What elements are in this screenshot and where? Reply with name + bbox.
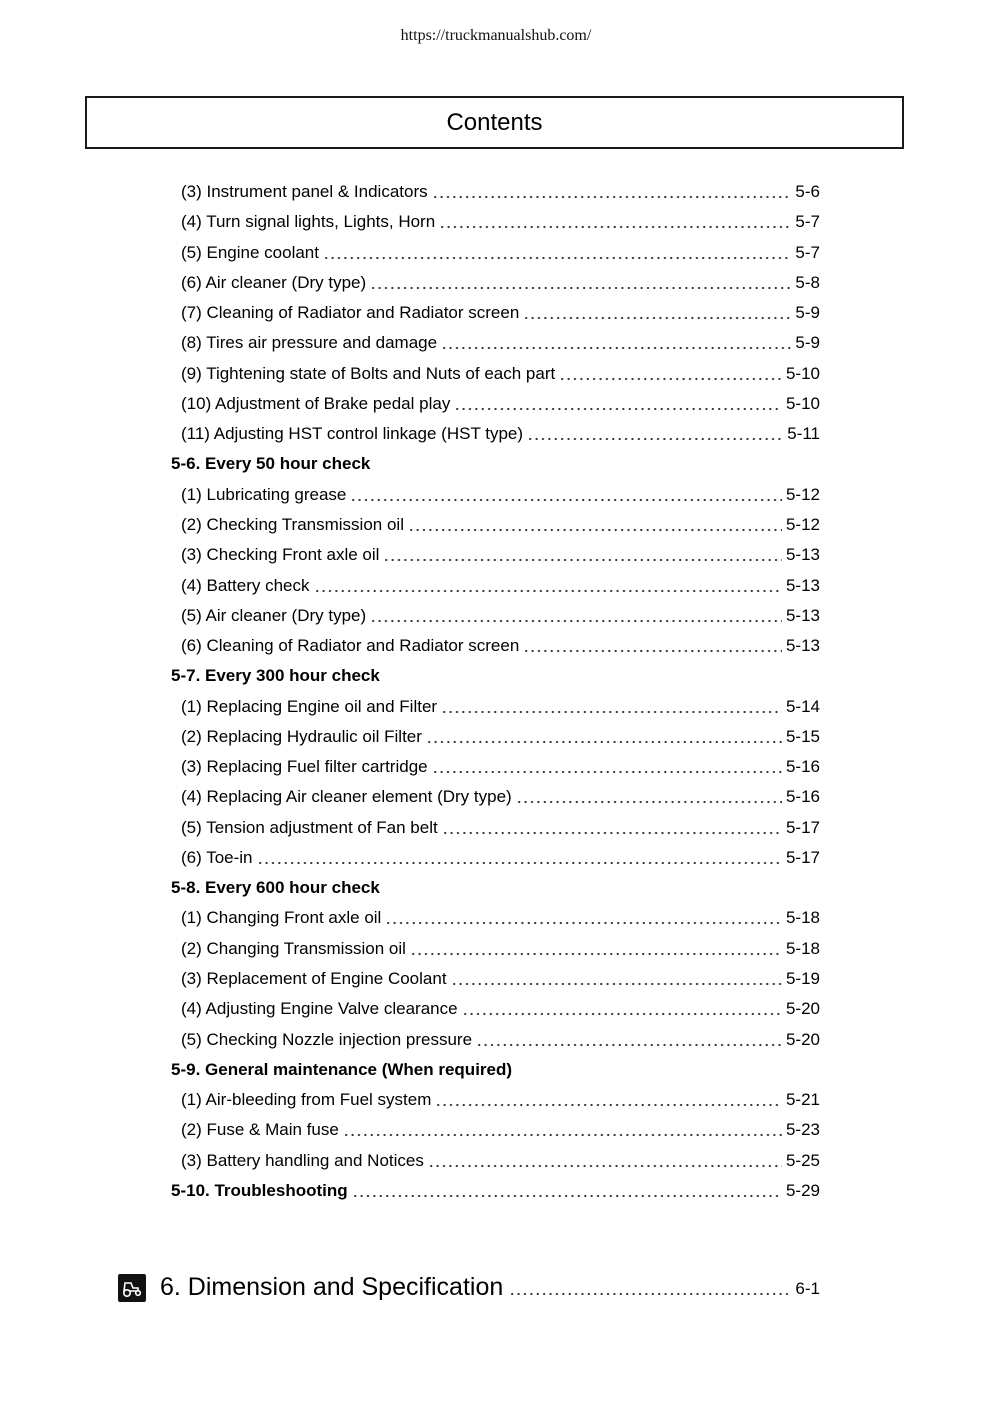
toc-section-heading[interactable]: [171, 1179, 820, 1203]
toc-entry[interactable]: [181, 816, 820, 840]
dot-leader: [350, 483, 782, 507]
toc-entry-label: (10) Adjustment of Brake pedal play: [181, 393, 451, 413]
dot-leader: [352, 1179, 782, 1203]
toc-entry[interactable]: [181, 846, 820, 870]
toc-entry-label: (2) Checking Transmission oil: [181, 514, 404, 534]
toc-entry[interactable]: [181, 937, 820, 961]
toc-entry[interactable]: [181, 180, 820, 204]
toc-entry-label: 5-6. Every 50 hour check: [171, 454, 371, 474]
toc-page-number: 5-16: [785, 757, 820, 777]
toc-entry-label: (9) Tightening state of Bolts and Nuts of each part: [181, 363, 556, 383]
dot-leader: [523, 301, 791, 325]
dot-leader: [426, 725, 782, 749]
page-title: Contents: [446, 108, 543, 136]
dot-leader: [509, 1270, 791, 1304]
toc-entry[interactable]: [181, 362, 820, 386]
dot-leader: [441, 331, 791, 355]
toc-entry-label: (11) Adjusting HST control linkage (HST type): [181, 424, 524, 444]
toc-entry-label: (4) Replacing Air cleaner element (Dry type): [181, 787, 512, 807]
toc-entry[interactable]: [181, 210, 820, 234]
toc-page-number: 5-11: [787, 424, 820, 444]
dot-leader: [442, 816, 782, 840]
toc-entry-label: (4) Turn signal lights, Lights, Horn: [181, 212, 436, 232]
toc-page-number: 5-17: [785, 817, 820, 837]
toc-entry[interactable]: [181, 997, 820, 1021]
toc-page-number: 5-19: [785, 969, 820, 989]
dot-leader: [435, 1088, 782, 1112]
toc-entry-label: (4) Battery check: [181, 575, 310, 595]
toc-page-number: 5-12: [785, 484, 820, 504]
toc-entry-label: (1) Lubricating grease: [181, 484, 347, 504]
toc-page-number: 5-23: [785, 1120, 820, 1140]
dot-leader: [323, 241, 791, 265]
toc-page-number: 5-21: [785, 1090, 820, 1110]
toc-entry[interactable]: [181, 725, 820, 749]
toc-entry[interactable]: [181, 604, 820, 628]
toc-page-number: 5-14: [785, 696, 820, 716]
toc-entry[interactable]: [181, 392, 820, 416]
toc-entry[interactable]: [181, 1149, 820, 1173]
toc-entry[interactable]: [181, 906, 820, 930]
contents-title-box: [85, 96, 904, 149]
toc-entry[interactable]: [181, 271, 820, 295]
toc-entry-label: (5) Tension adjustment of Fan belt: [181, 817, 438, 837]
toc-entry-label: 5-7. Every 300 hour check: [171, 666, 380, 686]
chapter-entry[interactable]: [118, 1268, 820, 1304]
toc-entry-label: (5) Engine coolant: [181, 242, 319, 262]
toc-entry-label: (3) Replacement of Engine Coolant: [181, 969, 447, 989]
dot-leader: [451, 967, 782, 991]
toc-entry[interactable]: [181, 967, 820, 991]
toc-entry[interactable]: [181, 695, 820, 719]
toc-entry[interactable]: [181, 634, 820, 658]
toc-entry-label: (3) Instrument panel & Indicators: [181, 182, 428, 201]
dot-leader: [370, 271, 791, 295]
toc-page-number: 5-7: [795, 242, 820, 262]
dot-leader: [527, 422, 783, 446]
tractor-icon: [118, 1274, 146, 1302]
dot-leader: [516, 785, 782, 809]
toc-entry[interactable]: [181, 483, 820, 507]
toc-entry[interactable]: [181, 1088, 820, 1112]
toc-entry-label: (4) Adjusting Engine Valve clearance: [181, 999, 458, 1019]
toc-page-number: 5-13: [785, 636, 820, 656]
toc-entry[interactable]: [181, 1028, 820, 1052]
dot-leader: [385, 906, 782, 930]
toc-entry[interactable]: [181, 241, 820, 265]
toc-page-number: 5-9: [795, 303, 820, 323]
dot-leader: [370, 604, 782, 628]
toc-entry-label: (2) Replacing Hydraulic oil Filter: [181, 726, 422, 746]
toc-entry[interactable]: [181, 422, 820, 446]
toc-page-number: 5-13: [785, 545, 820, 565]
toc-entry-label: 5-10. Troubleshooting: [171, 1180, 348, 1200]
toc-entry-label: 5-8. Every 600 hour check: [171, 878, 380, 898]
toc-page-number: 5-7: [795, 212, 820, 232]
toc-entry[interactable]: [181, 543, 820, 567]
dot-leader: [343, 1118, 782, 1142]
dot-leader: [428, 1149, 782, 1173]
toc-page-number: 5-29: [785, 1180, 820, 1200]
toc-page-number: 5-13: [785, 605, 820, 625]
toc-page-number: 5-20: [785, 1029, 820, 1049]
toc-page-number: 5-13: [785, 575, 820, 595]
dot-leader: [432, 180, 792, 204]
toc-section-heading[interactable]: [171, 452, 820, 476]
toc-entry-label: (5) Checking Nozzle injection pressure: [181, 1029, 473, 1049]
toc-entry[interactable]: [181, 785, 820, 809]
dot-leader: [432, 755, 782, 779]
source-url[interactable]: https://truckmanualshub.com/: [400, 27, 592, 44]
chapter-page-number: 6-1: [795, 1279, 820, 1298]
toc-entry-label: (5) Air cleaner (Dry type): [181, 605, 367, 625]
toc-page-number: 5-6: [795, 182, 820, 201]
dot-leader: [476, 1028, 782, 1052]
toc-entry-label: (6) Air cleaner (Dry type): [181, 272, 367, 292]
toc-entry[interactable]: [181, 513, 820, 537]
dot-leader: [454, 392, 782, 416]
toc-section-heading[interactable]: [171, 1058, 820, 1082]
toc-page-number: 5-16: [785, 787, 820, 807]
toc-entry[interactable]: [181, 301, 820, 325]
toc-page-number: 5-10: [785, 393, 820, 413]
toc-entry-label: (1) Changing Front axle oil: [181, 908, 382, 928]
toc-entry-label: (2) Changing Transmission oil: [181, 938, 406, 958]
toc-entry-label: (8) Tires air pressure and damage: [181, 333, 438, 353]
dot-leader: [559, 362, 782, 386]
toc-entry-label: 5-9. General maintenance (When required): [171, 1059, 513, 1079]
toc-entry-label: (6) Toe-in: [181, 847, 253, 867]
dot-leader: [439, 210, 791, 234]
dot-leader: [314, 574, 782, 598]
toc-page-number: 5-10: [785, 363, 820, 383]
toc-entry[interactable]: [181, 1118, 820, 1142]
toc-entry-label: (1) Replacing Engine oil and Filter: [181, 696, 438, 716]
chapter-label: 6. Dimension and Specification: [160, 1273, 504, 1301]
toc-entry[interactable]: [181, 574, 820, 598]
toc-entry-label: (6) Cleaning of Radiator and Radiator screen: [181, 636, 520, 656]
dot-leader: [441, 695, 782, 719]
toc-entry-label: (3) Checking Front axle oil: [181, 545, 380, 565]
toc-page-number: 5-20: [785, 999, 820, 1019]
toc-entry-label: (7) Cleaning of Radiator and Radiator screen: [181, 303, 520, 323]
toc-entry[interactable]: [181, 755, 820, 779]
toc-section-heading[interactable]: [171, 876, 820, 900]
dot-leader: [257, 846, 782, 870]
toc-page-number: 5-8: [795, 272, 820, 292]
toc-entry-label: (3) Replacing Fuel filter cartridge: [181, 757, 428, 777]
toc-page-number: 5-25: [785, 1150, 820, 1170]
toc-page-number: 5-9: [795, 333, 820, 353]
dot-leader: [462, 997, 782, 1021]
toc-page-number: 5-17: [785, 847, 820, 867]
toc-page-number: 5-18: [785, 908, 820, 928]
dot-leader: [410, 937, 782, 961]
toc-section-heading[interactable]: [171, 664, 820, 688]
toc-entry-label: (2) Fuse & Main fuse: [181, 1120, 339, 1140]
dot-leader: [383, 543, 782, 567]
toc-page-number: 5-15: [785, 726, 820, 746]
toc-entry[interactable]: [181, 331, 820, 355]
toc-entry-label: (3) Battery handling and Notices: [181, 1150, 424, 1170]
dot-leader: [408, 513, 782, 537]
toc-page-number: 5-12: [785, 514, 820, 534]
dot-leader: [523, 634, 782, 658]
toc-entry-label: (1) Air-bleeding from Fuel system: [181, 1090, 432, 1110]
toc-page-number: 5-18: [785, 938, 820, 958]
